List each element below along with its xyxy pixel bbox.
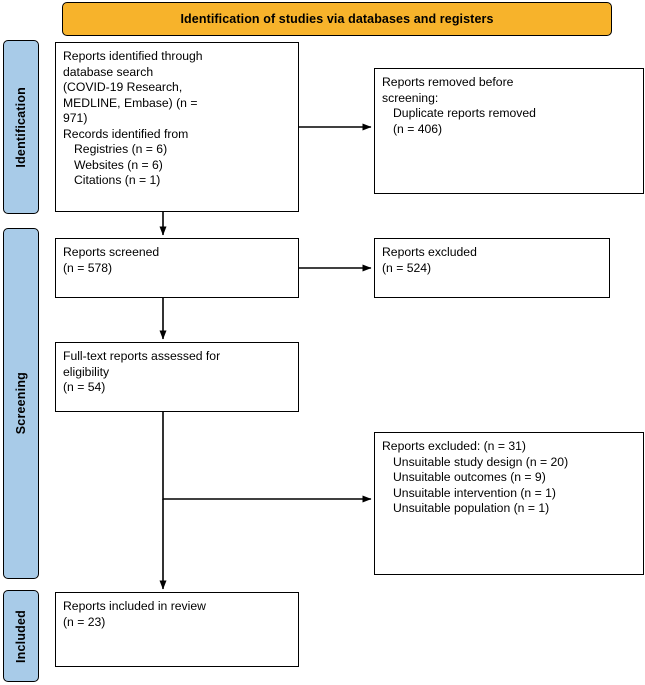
- box-text-line: Reports identified through: [63, 49, 203, 63]
- box-text-line: 971): [63, 111, 88, 125]
- box-text-line: Reports included in review: [63, 599, 206, 613]
- box-text-line: (n = 54): [63, 380, 106, 394]
- box-text-line: Websites (n = 6): [74, 157, 163, 172]
- box-text-line: Unsuitable outcomes (n = 9): [393, 470, 546, 484]
- box-text-line: Reports excluded: [382, 245, 477, 259]
- stage-label-identification-text: Identification: [14, 86, 28, 168]
- box-text-line: Duplicate reports removed: [393, 106, 536, 120]
- stage-label-included-text: Included: [14, 609, 28, 663]
- box-text-line: (n = 406): [393, 121, 443, 136]
- box-text-line: Reports screened: [63, 245, 160, 259]
- box-text-line: Unsuitable study design (n = 20): [393, 454, 569, 469]
- box-text-line: Unsuitable intervention (n = 1): [393, 485, 556, 500]
- box-text-line: Records identified from: [63, 126, 189, 141]
- box-text-line: Reports excluded: (n = 31): [382, 439, 526, 453]
- box-text-line: (n = 578): [63, 260, 113, 275]
- box-text-line: screening:: [382, 90, 439, 105]
- box-text-line: (COVID-19 Research,: [63, 80, 183, 94]
- diagram-title: Identification of studies via databases and registers: [180, 12, 494, 26]
- stage-label-screening-text: Screening: [14, 372, 28, 435]
- box-text-line: Registries (n = 6): [74, 142, 168, 156]
- box-text-line: Full-text reports assessed for: [63, 349, 221, 363]
- box-text-line: (n = 23): [63, 614, 106, 629]
- box-text-line: Citations (n = 1): [74, 173, 161, 187]
- box-text-line: database search: [63, 64, 154, 79]
- box-text-line: eligibility: [63, 364, 110, 379]
- box-text-line: (n = 524): [382, 260, 432, 275]
- box-text-line: Reports removed before: [382, 75, 514, 89]
- box-text-line: MEDLINE, Embase) (n =: [63, 95, 198, 110]
- box-text-line: Unsuitable population (n = 1): [393, 501, 550, 515]
